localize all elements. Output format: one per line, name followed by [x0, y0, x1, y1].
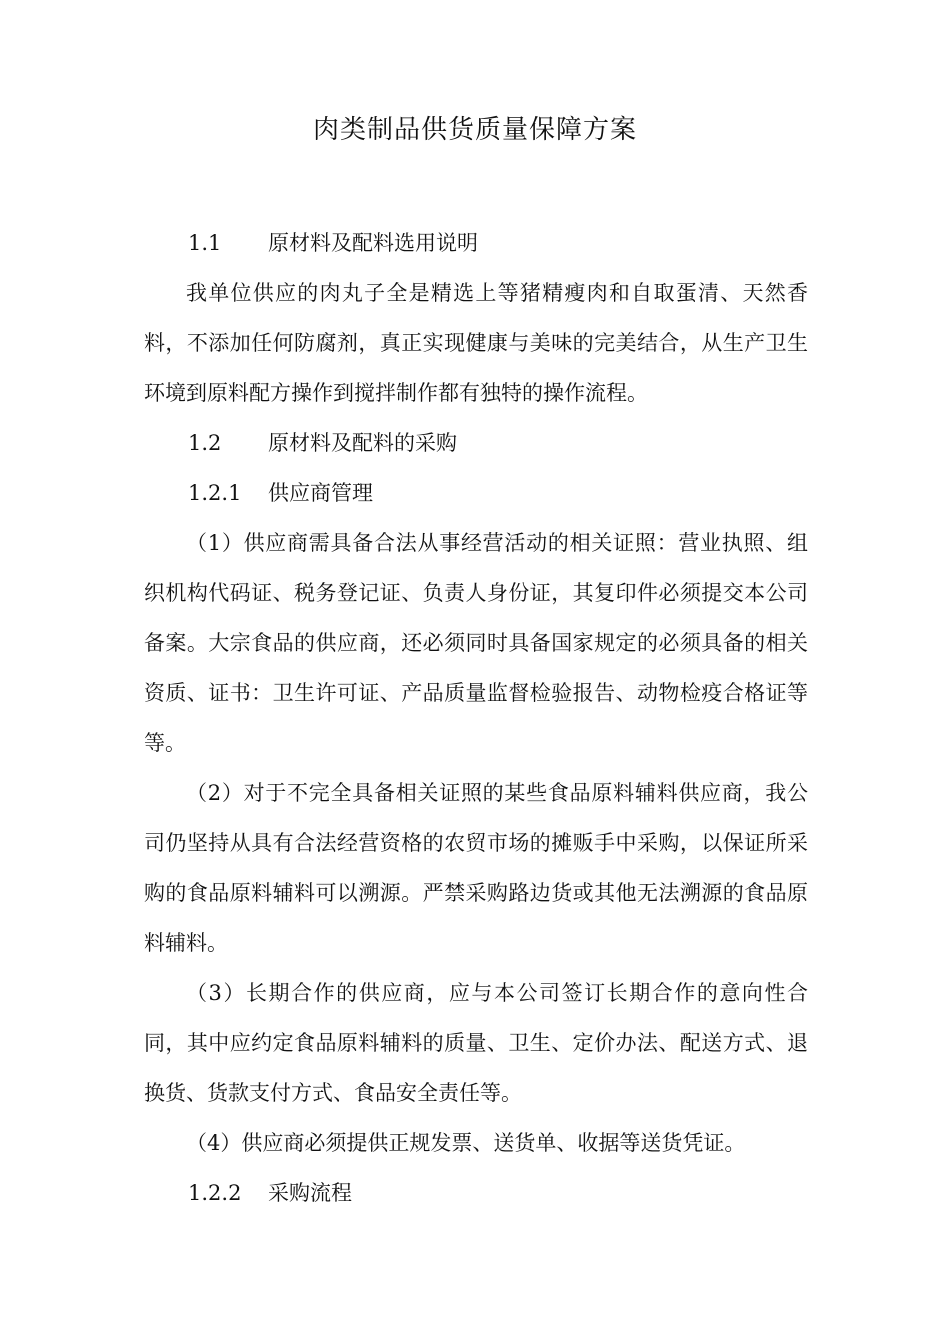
- section-heading-1-2: [144, 418, 808, 468]
- paragraph: （1）供应商需具备合法从事经营活动的相关证照：营业执照、组织机构代码证、税务登记证、负责人身份证，其复印件必须提交本公司备案。大宗食品的供应商，还必须同时具备国家规定的必须具备的相关资质、证书：卫生许可证、产品质量监督检验报告、动物检疫合格证等等。: [144, 531, 808, 755]
- paragraph: （4）供应商必须提供正规发票、送货单、收据等送货凭证。: [186, 1131, 746, 1155]
- section-heading-text: 供应商管理: [268, 481, 373, 505]
- section-heading-1-2-2: [144, 1168, 808, 1218]
- section-number: 1.1: [188, 231, 222, 255]
- document-body: [144, 218, 808, 1218]
- section-heading-text: 采购流程: [268, 1181, 352, 1205]
- section-number: 1.2.1: [188, 481, 242, 505]
- section-heading-text: 原材料及配料选用说明: [268, 231, 478, 255]
- paragraph: 我单位供应的肉丸子全是精选上等猪精瘦肉和自取蛋清、天然香料，不添加任何防腐剂，真正实现健康与美味的完美结合，从生产卫生环境到原料配方操作到搅拌制作都有独特的操作流程。: [144, 281, 808, 405]
- section-heading-text: 原材料及配料的采购: [268, 431, 457, 455]
- document-title: 肉类制品供货质量保障方案: [312, 115, 637, 145]
- section-number: 1.2.2: [188, 1181, 242, 1205]
- paragraph: （3）长期合作的供应商，应与本公司签订长期合作的意向性合同，其中应约定食品原料辅料的质量、卫生、定价办法、配送方式、退换货、货款支付方式、食品安全责任等。: [144, 981, 808, 1105]
- section-number: 1.2: [188, 431, 222, 455]
- section-heading-1-1: [144, 218, 808, 268]
- paragraph: （2）对于不完全具备相关证照的某些食品原料辅料供应商，我公司仍坚持从具有合法经营资格的农贸市场的摊贩手中采购，以保证所采购的食品原料辅料可以溯源。严禁采购路边货或其他无法溯源的食品原料辅料。: [144, 781, 808, 955]
- section-heading-1-2-1: [144, 468, 808, 518]
